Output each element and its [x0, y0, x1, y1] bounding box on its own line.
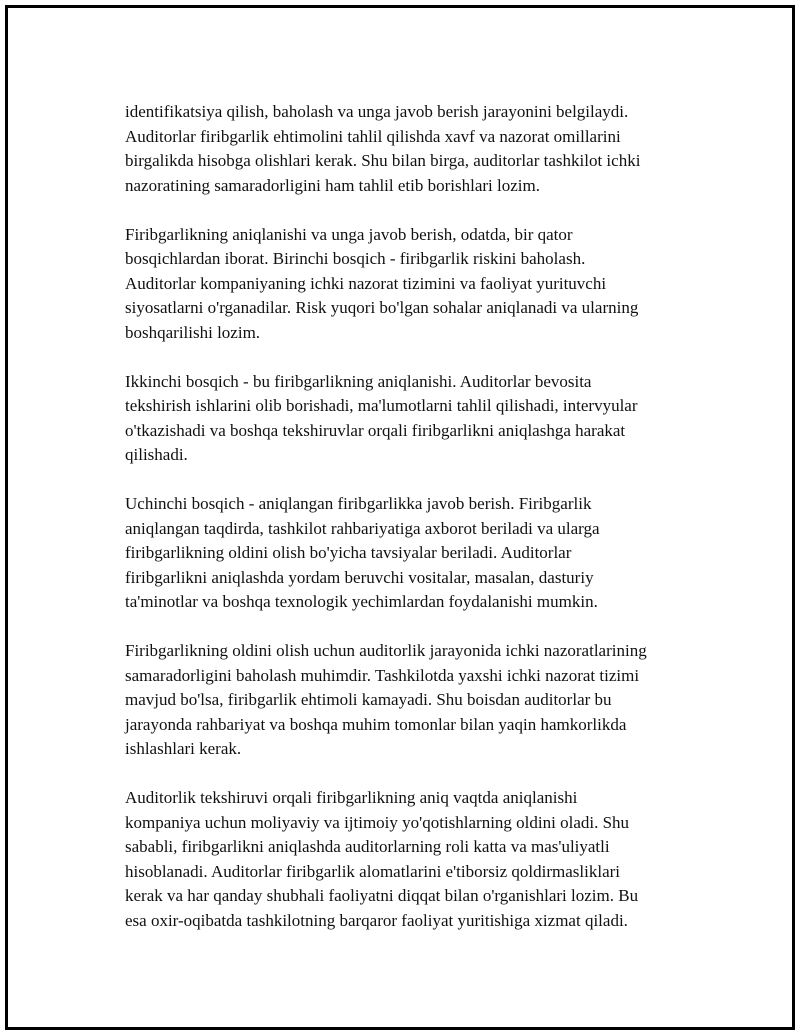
page-frame: [5, 5, 795, 1030]
text-line: hisoblanadi. Auditorlar firibgarlik alomatlarini e'tiborsiz qoldirmasliklari: [125, 861, 621, 881]
paragraph-5: [125, 639, 685, 762]
text-line: qilishadi.: [125, 445, 188, 464]
text-line: samaradorligini baholash muhimdir. Tashkilotda yaxshi ichki nazorat tizimi: [125, 665, 640, 685]
text-line: kerak va har qanday shubhali faoliyatni diqqat bilan o'rganishlari lozim. Bu: [125, 886, 639, 905]
paragraph-6: [125, 786, 685, 933]
text-line: Auditorlar firibgarlik ehtimolini tahlil qilishda xavf va nazorat omillarini: [125, 126, 621, 146]
paragraph-1: [125, 100, 685, 198]
text-line: Auditorlik tekshiruvi orqali firibgarlikning aniq vaqtda aniqlanishi: [125, 788, 578, 807]
text-line: nazoratining samaradorligini ham tahlil etib borishlari lozim.: [125, 175, 540, 195]
text-line: sababli, firibgarlikni aniqlashda auditorlarning roli katta va mas'uliyatli: [125, 837, 610, 856]
document-body: [125, 100, 685, 958]
text-line: siyosatlarni o'rganadilar. Risk yuqori bo'lgan sohalar aniqlanadi va ularning: [125, 298, 639, 317]
text-line: firibgarlikning oldini olish bo'yicha tavsiyalar beriladi. Auditorlar: [125, 543, 572, 562]
text-line: o'tkazishadi va boshqa tekshiruvlar orqali firibgarlikni aniqlashga harakat: [125, 420, 626, 440]
text-line: ishlashlari kerak.: [125, 739, 242, 758]
text-line: mavjud bo'lsa, firibgarlik ehtimoli kamayadi. Shu boisdan auditorlar bu: [125, 690, 612, 709]
text-line: firibgarlikni aniqlashda yordam beruvchi vositalar, masalan, dasturiy: [125, 567, 594, 587]
text-line: esa oxir-oqibatda tashkilotning barqaror faoliyat yuritishiga xizmat qiladi.: [125, 910, 628, 930]
text-line: Firibgarlikning oldini olish uchun auditorlik jarayonida ichki nazoratlarining: [125, 641, 647, 660]
text-line: jarayonda rahbariyat va boshqa muhim tomonlar bilan yaqin hamkorlikda: [125, 714, 627, 734]
text-line: bosqichlardan iborat. Birinchi bosqich - firibgarlik riskini baholash.: [125, 249, 586, 268]
text-line: identifikatsiya qilish, baholash va unga javob berish jarayonini belgilaydi.: [125, 102, 629, 121]
paragraph-2: [125, 223, 685, 346]
text-line: Firibgarlikning aniqlanishi va unga javob berish, odatda, bir qator: [125, 224, 573, 244]
paragraph-3: [125, 370, 685, 468]
paragraph-4: [125, 492, 685, 615]
text-line: tekshirish ishlarini olib borishadi, ma'lumotlarni tahlil qilishadi, intervyular: [125, 396, 638, 415]
text-line: Uchinchi bosqich - aniqlangan firibgarlikka javob berish. Firibgarlik: [125, 494, 592, 513]
text-line: ta'minotlar va boshqa texnologik yechimlardan foydalanishi mumkin.: [125, 592, 598, 611]
text-line: birgalikda hisobga olishlari kerak. Shu bilan birga, auditorlar tashkilot ichki: [125, 151, 641, 170]
text-line: Ikkinchi bosqich - bu firibgarlikning aniqlanishi. Auditorlar bevosita: [125, 371, 592, 391]
text-line: kompaniya uchun moliyaviy va ijtimoiy yo'qotishlarning oldini oladi. Shu: [125, 812, 630, 832]
text-line: aniqlangan taqdirda, tashkilot rahbariyatiga axborot beriladi va ularga: [125, 518, 600, 538]
text-line: boshqarilishi lozim.: [125, 322, 261, 342]
text-line: Auditorlar kompaniyaning ichki nazorat tizimini va faoliyat yurituvchi: [125, 273, 607, 293]
